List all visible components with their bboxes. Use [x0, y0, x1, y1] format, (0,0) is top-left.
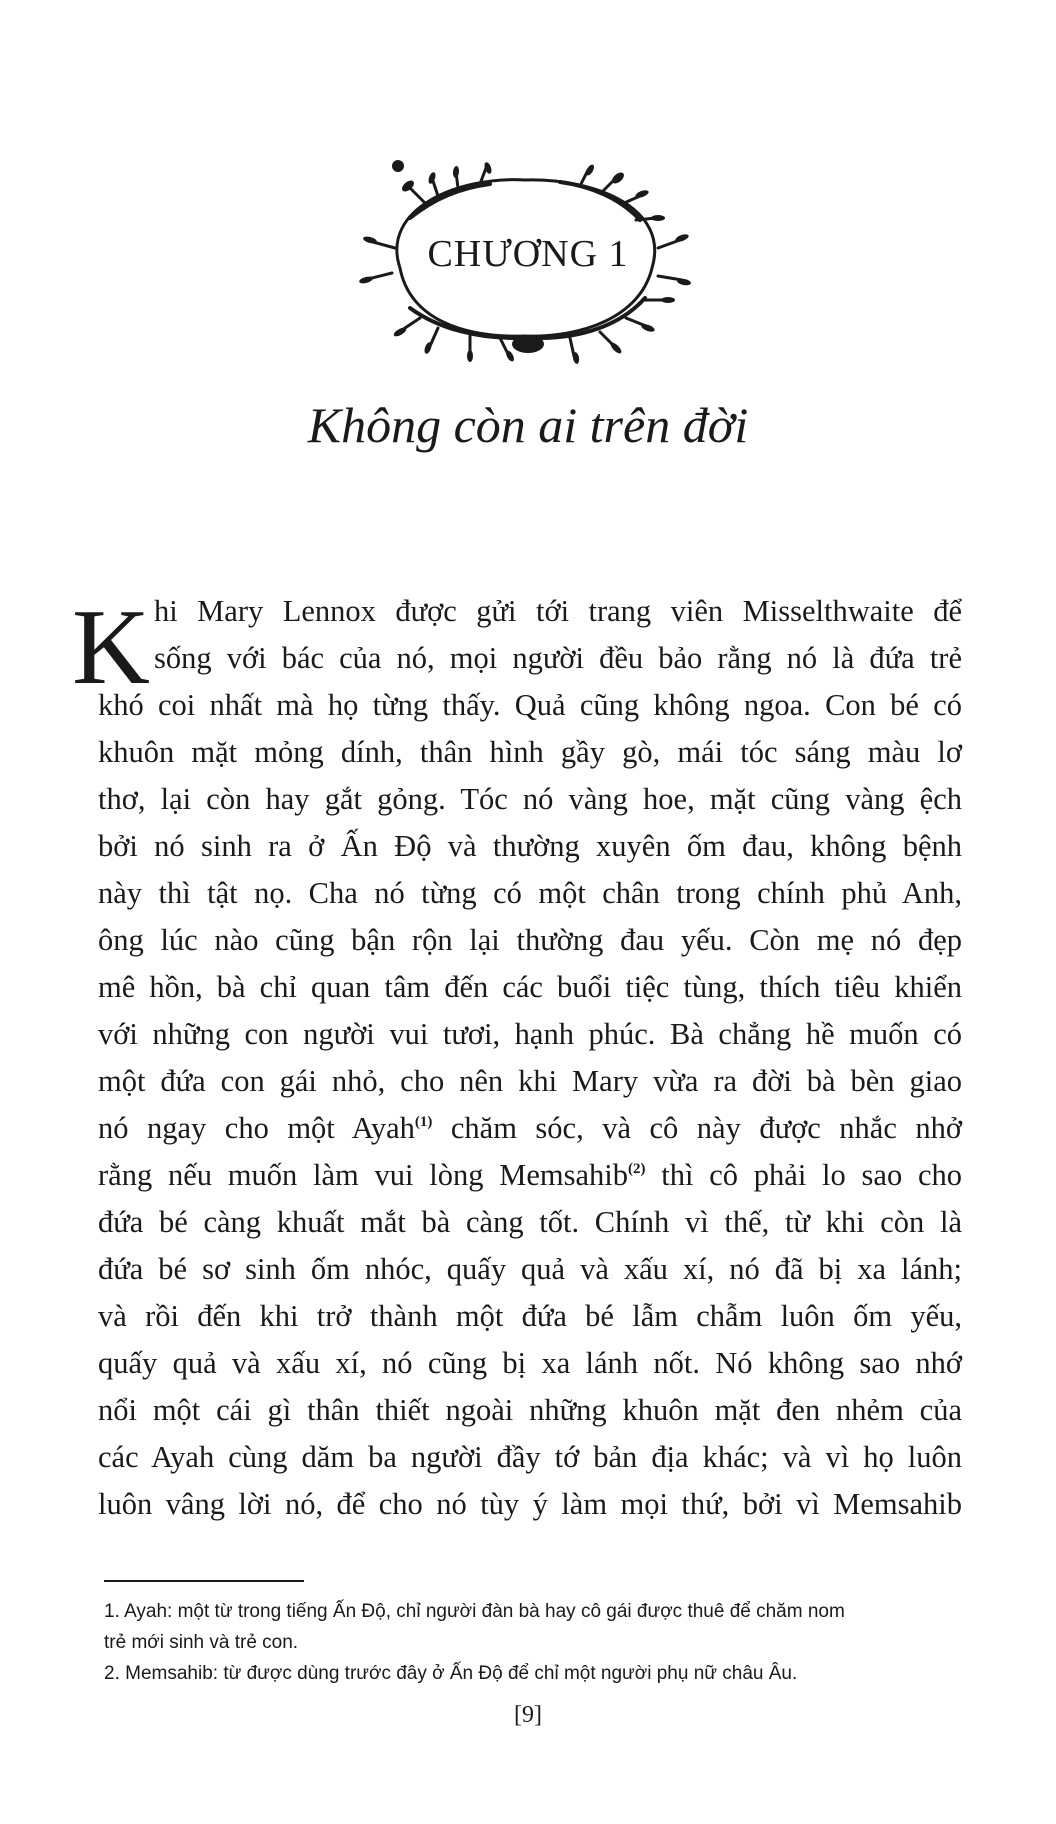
text-line: với những con người vui tươi, hạnh phúc. Bà chẳng hề muốn có: [98, 1017, 962, 1051]
text-line: khuôn mặt mỏng dính, thân hình gầy gò, mái tóc sáng màu lơ: [98, 735, 962, 769]
text-line: hi Mary Lennox được gửi tới trang viên Misselthwaite để: [154, 594, 962, 628]
footnote-ref-1[interactable]: (1): [414, 1114, 433, 1130]
text-segment: rằng nếu muốn làm vui lòng Memsahib: [98, 1158, 628, 1192]
text-segment: thì cô phải lo sao cho: [645, 1158, 963, 1192]
text-line: nổi một cái gì thân thiết ngoài những khuôn mặt đen nhẻm của: [98, 1393, 962, 1427]
text-segment: nó ngay cho một Ayah: [98, 1111, 415, 1145]
text-line: đứa bé càng khuất mắt bà càng tốt. Chính vì thế, từ khi còn là: [98, 1205, 962, 1239]
text-line: các Ayah cùng dăm ba người đầy tớ bản địa khác; và vì họ luôn: [98, 1440, 962, 1474]
text-line: bởi nó sinh ra ở Ấn Độ và thường xuyên ốm đau, không bệnh: [98, 829, 962, 863]
footnote-divider: [104, 1580, 304, 1582]
text-line-with-footnote-ref: [98, 1105, 962, 1152]
footnote-1-continued: trẻ mới sinh và trẻ con.: [104, 1632, 299, 1653]
footnote-2: 2. Memsahib: từ được dùng trước đây ở Ấn Độ để chỉ một người phụ nữ châu Âu.: [104, 1663, 798, 1684]
drop-cap: K: [72, 588, 150, 707]
text-line: sống với bác của nó, mọi người đều bảo rằng nó là đứa trẻ: [154, 641, 962, 675]
text-line: đứa bé sơ sinh ốm nhóc, quấy quả và xấu xí, nó đã bị xa lánh;: [98, 1252, 962, 1286]
text-line: này thì tật nọ. Cha nó từng có một chân trong chính phủ Anh,: [98, 876, 962, 910]
footnote-1: 1. Ayah: một từ trong tiếng Ấn Độ, chỉ người đàn bà hay cô gái được thuê để chăm nom: [104, 1601, 845, 1622]
body-text: [98, 588, 962, 1528]
footnotes: [104, 1596, 964, 1689]
text-line: khó coi nhất mà họ từng thấy. Quả cũng không ngoa. Con bé có: [98, 688, 962, 722]
text-segment: chăm sóc, và cô này được nhắc nhở: [432, 1111, 962, 1145]
text-line: thơ, lại còn hay gắt gỏng. Tóc nó vàng hoe, mặt cũng vàng ệch: [98, 782, 962, 816]
text-line: ông lúc nào cũng bận rộn lại thường đau yếu. Còn mẹ nó đẹp: [98, 923, 962, 957]
text-line: và rồi đến khi trở thành một đứa bé lẫm chẫm luôn ốm yếu,: [98, 1299, 962, 1333]
text-line: luôn vâng lời nó, để cho nó tùy ý làm mọi thứ, bởi vì Memsahib: [98, 1487, 962, 1521]
page-number: [9]: [514, 1702, 542, 1728]
text-line: quấy quả và xấu xí, nó cũng bị xa lánh nốt. Nó không sao nhớ: [98, 1346, 962, 1380]
text-line: mê hồn, bà chỉ quan tâm đến các buổi tiệc tùng, thích tiêu khiển: [98, 970, 962, 1004]
text-line-with-footnote-ref: [98, 1152, 962, 1199]
text-line: một đứa con gái nhỏ, cho nên khi Mary vừa ra đời bà bèn giao: [98, 1064, 962, 1098]
chapter-label: CHƯƠNG 1: [427, 233, 629, 275]
chapter-title: Không còn ai trên đời: [307, 397, 749, 453]
footnote-ref-2[interactable]: (2): [628, 1161, 646, 1177]
